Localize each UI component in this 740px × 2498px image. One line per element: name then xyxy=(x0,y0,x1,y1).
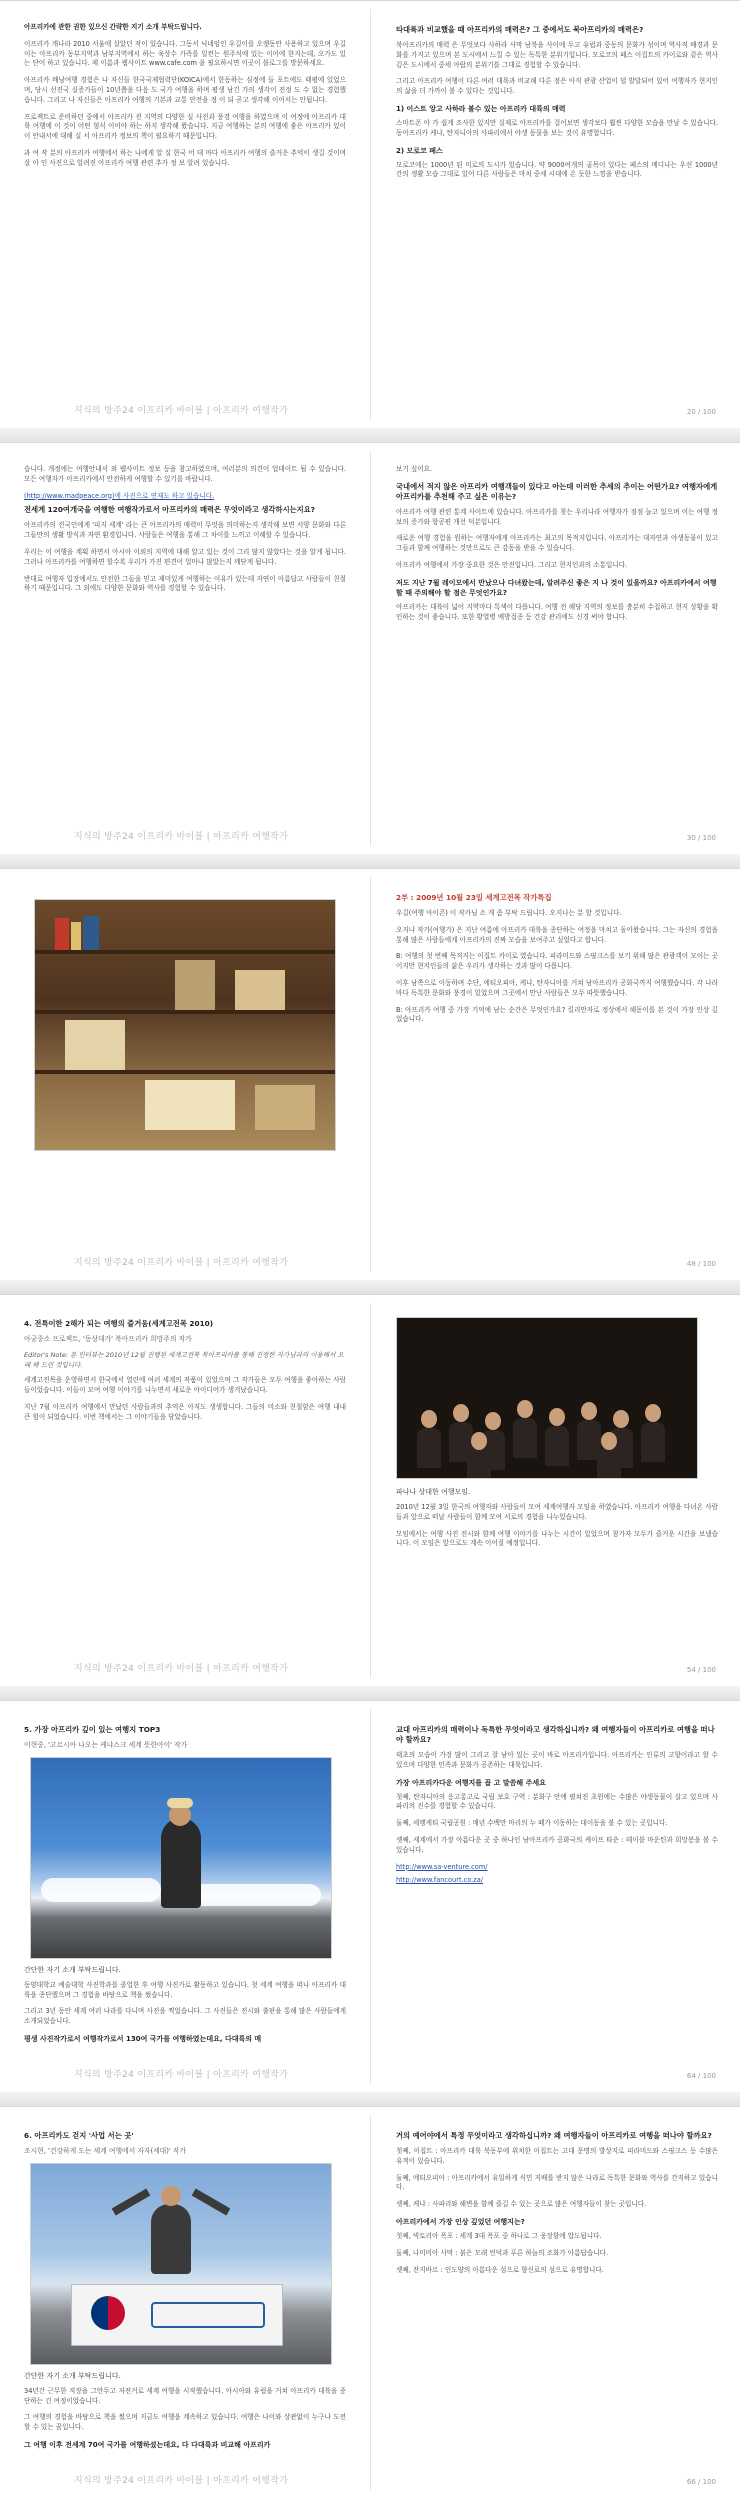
question-heading: 가장 아프리카다운 여행지를 꼽 고 말씀해 주세요 xyxy=(396,1778,546,1787)
paragraph: 새로운 여행 경험을 원하는 여행자에게 아프리카는 최고의 목적지입니다. 아프리카는 대자연과 야생동물이 있고 그들과 함께 여행하는 것만으로도 큰 감동을 받을 수 있습니다. xyxy=(396,534,718,553)
mountain-summit-photo xyxy=(30,1757,332,1959)
page-footer-brand: 지식의 방주24 이프리카 바이블 | 아프리카 여행작가 xyxy=(74,832,289,842)
spread-3 xyxy=(0,868,740,1280)
paragraph: 34년간 근무한 직장을 그만두고 자전거로 세계 여행을 시작했습니다. 아시아와 유럽을 거쳐 아프리카 대륙을 종단하는 긴 여정이었습니다. xyxy=(24,2386,346,2405)
question-caption: 간단한 자기 소개 부탁드립니다. xyxy=(24,1965,121,1974)
paragraph: 아프리카 여행에서 가장 중요한 것은 안전입니다. 그리고 현지인과의 소통입니다. xyxy=(396,560,628,569)
page-left xyxy=(8,1,360,428)
spread-separator xyxy=(0,854,740,868)
paragraph: 그 여행의 경험을 바탕으로 책을 썼으며 지금도 여행을 계속하고 있습니다. 여행은 나이와 상관없이 누구나 도전할 수 있는 꿈입니다. xyxy=(24,2413,346,2432)
paragraph: 오지나 작가(여행가) 은 지난 여름에 아프리카 대륙을 종단하는 여정을 마치고 돌아왔습니다. 그는 자신의 경험을 통해 많은 사람들에게 아프리카의 진짜 모습을 보여주고 싶었다고 합니다. xyxy=(396,925,718,944)
page-footer-brand: 지식의 방주24 이프리카 바이블 | 아프리카 여행작가 xyxy=(74,1258,289,1268)
question-heading: 전세계 120여개국을 여행한 여행작가로서 아프리카의 매력은 무엇이라고 생각하시는지요? xyxy=(24,505,316,515)
spread-6 xyxy=(0,2106,740,2498)
spread-1 xyxy=(0,0,740,428)
paragraph: 그리고 아프리카 여행이 다른 여러 대륙과 비교해 다른 점은 아직 관광 산업이 덜 발달되어 있어 여행자가 현지인의 삶을 더 가까이 볼 수 있다는 것입니다. xyxy=(396,77,718,96)
list-item: 첫째, 이집트 : 아프리카 대륙 북동부에 위치한 이집트는 고대 문명의 발상지로 피라미드와 스핑크스 등 수많은 유적이 있습니다. xyxy=(396,2147,718,2165)
photo-caption: 파나나 상대한 여행모임. xyxy=(396,1488,471,1496)
list-item: 둘째, 세렝게티 국립공원 : 매년 수백만 마리의 누 떼가 이동하는 대이동을 볼 수 있는 곳입니다. xyxy=(396,1819,668,1828)
page-right xyxy=(380,1,732,428)
spread-5 xyxy=(0,1700,740,2092)
paragraph: 지난 7월 아프리카 여행에서 만났던 사람들과의 추억은 아직도 생생합니다. 그들의 미소와 친절함은 여행 내내 큰 힘이 되었습니다. 이번 책에서는 그 이야기들을 담았습니다. xyxy=(24,1402,346,1421)
paragraph: 세계고전목을 운영하면서 한국에서 열린에 여러 세계의 작품이 있었으며 그 작가들은 모두 여행을 좋아하는 사람들이었습니다. 이들이 모여 여행 이야기를 나누면서 새로운 아이디어가 생겨났습니다. xyxy=(24,1376,346,1395)
paragraph: 스마트폰 아 가 쉽게 조사한 있지만 실제로 아프리카를 걸어보면 생각보다 훨씬 다양한 모습을 만날 수 있습니다. 동아프리카 케냐, 탄자니아의 사파리에서 야생 동물을 보는 것이 유명합니다. xyxy=(396,118,718,137)
paragraph: 보기 싶어요. xyxy=(396,465,433,473)
question-heading: 그 여행 이후 전세계 70여 국가를 여행하셨는데요, 다 다대륙과 비교해 아프리카 xyxy=(24,2440,271,2449)
page-right xyxy=(380,443,732,854)
web-link[interactable]: http://www.sa-venture.com/ xyxy=(396,1862,488,1871)
paragraph: 습니다. 개정에는 여행안내서 외 웹사이트 정보 등을 참고하였으며, 여러분의 의견이 업데이트 될 수 있습니다. 모든 여행자가 아프리카에서 안전하게 여행할 수 있기를 바랍니다. xyxy=(24,465,346,483)
page-gutter xyxy=(370,2115,371,2490)
page-right xyxy=(380,2107,732,2498)
page-right xyxy=(380,1701,732,2092)
spread-separator xyxy=(0,1280,740,1294)
page-footer-brand: 지식의 방주24 이프리카 바이블 | 아프리카 여행작가 xyxy=(74,2476,289,2486)
paragraph: 이프리카 개나라 2010 서울에 살았던 작이 있습니다. 그동서 닉네임인 우길이를 오랫동안 사용하고 있으며 우길이는 아프리카 동부지역과 남부지역에서 하는 육상수 가족를 일컫는 원주식에 있는 이어에 한지는데, 오가도 있는 단어 하고 있습니다. 제 이름과 웹사이트 www.cafe.com 을 필요하시면 이곳이 블로그를 방문하세요. xyxy=(24,39,346,68)
spread-4 xyxy=(0,1294,740,1686)
question-heading: 거의 예어야에서 특정 무엇이라고 생각하십니까? 왜 여행자들이 아프리카로 여행을 떠나야 할까요? xyxy=(396,2131,712,2140)
paragraph: 아프리카의 진국인에게 '피지 세계' 라는 큰 아프리카의 매력이 무엇을 의미하는지 생각해 보면 서양 문화와 다른 그들만의 생활 방식과 자연 환경입니다. 사람들은 여행을 통해 그 차이를 느끼고 이해할 수 있습니다. xyxy=(24,521,346,540)
page-gutter xyxy=(370,1709,371,2084)
web-link[interactable]: http://www.fancourt.co.za/ xyxy=(396,1876,484,1885)
subheading: 2) 모로코 페스 xyxy=(396,146,443,155)
page-number: 54 / 100 xyxy=(686,1666,716,1674)
flag-banner-photo xyxy=(30,2163,332,2365)
paragraph: 동양대학교 예술대학 사진학과를 졸업한 후 여행 사진가로 활동하고 있습니다. 첫 세계 여행을 떠나 아프리카 대륙을 종단했으며 그 경험을 바탕으로 책을 썼습니다. xyxy=(24,1980,346,1999)
paragraph: 아프리카 여행 관련 통계 사이트에 있습니다. 아프리카를 찾는 우리나라 여행자가 점점 늘고 있으며 이는 여행 정보의 증가와 항공편 개선 덕분입니다. xyxy=(396,507,718,526)
question-caption: 간단한 자기 소개 부탁드립니다. xyxy=(24,2371,121,2380)
paragraph: 그리고 3년 동안 세계 여러 나라를 다니며 사진을 찍었습니다. 그 사진들은 전시와 출판을 통해 많은 사람들에게 소개되었습니다. xyxy=(24,2007,346,2026)
paragraph: 모임에서는 여행 사진 전시와 함께 여행 이야기를 나누는 시간이 있었으며 참가자 모두가 즐거운 시간을 보냈습니다. 이 모임은 앞으로도 계속 이어질 예정입니다. xyxy=(396,1529,718,1548)
page-number: 66 / 100 xyxy=(686,2478,716,2486)
list-item: 셋째, 잔지바르 : 인도양의 아름다운 섬으로 향신료의 섬으로 유명합니다. xyxy=(396,2265,604,2274)
list-item: 첫째, 빅토리아 폭포 : 세계 3대 폭포 중 하나로 그 웅장함에 압도됩니다. xyxy=(396,2231,602,2240)
spread-separator xyxy=(0,1686,740,1700)
list-item: 둘째, 나미비아 사막 : 붉은 모래 언덕과 푸른 하늘의 조화가 아름답습니다. xyxy=(396,2248,609,2257)
spread-separator xyxy=(0,2092,740,2106)
page-left xyxy=(8,1701,360,2092)
question-heading: 저도 지난 7월 레이모에서 만났으나 다녀왔는데, 알려주신 좋은 지 나 것이 있을까요? 아프리카에서 여행할 때 주의해야 할 점은 무엇인가요? xyxy=(396,578,717,597)
list-item: 첫째, 탄자니아의 응고롱고로 국립 보호 구역 : 분화구 안에 펼쳐진 초원에는 수많은 야생동물이 살고 있으며 사파리의 진수를 경험할 수 있습니다. xyxy=(396,1792,718,1811)
paragraph: 아프리카에 관한 권한 있으신 간략한 지기 소개 부탁드립니다. xyxy=(24,23,202,31)
paragraph: 우길(여행 아이콘) 이 작가님 소 개 좀 부탁 드립니다. 오지나는 분 할 것입니다. xyxy=(396,909,622,917)
group-photo xyxy=(396,1317,698,1479)
subheading: 1) 이스트 앙고 사하라 볼수 있는 아프리카 대륙의 매력 xyxy=(396,104,566,113)
section-subtitle: 조시현, '건강하게 도는 세계 여행에서 자자(세대)' 작가 xyxy=(24,2147,187,2155)
page-gutter xyxy=(370,1303,371,1678)
paragraph: 모로코에는 1000년 된 미로의 도시가 있습니다. 약 9000여개의 골목이 있다는 페스의 메디나는 우선 1000년 간의 생활 모습 그대로 있어 다른 사람들은 마치 중세 시대에 온 듯한 느낌을 받습니다. xyxy=(396,160,718,179)
list-item: 셋째, 세계에서 가장 아름다운 곳 중 하나인 남아프리카 공화국의 케이프 타운 : 테이블 마운틴과 희망봉을 볼 수 있습니다. xyxy=(396,1835,718,1854)
paragraph: 태초의 모습이 가장 많이 그리고 잘 남아 있는 곳이 바로 아프리카입니다. 아프리카는 인류의 고향이라고 할 수 있으며 다양한 민족과 문화가 공존하는 대륙입니다. xyxy=(396,1751,718,1769)
question-heading: 국내에서 적지 않은 아프리카 여행객들이 있다고 아는데 이러한 추세의 추이는 어떤가요? 여행자에게 아프리카를 추천해 주고 싶은 이유는? xyxy=(396,481,718,501)
paragraph: B: 아프리카 여행 중 가장 기억에 남는 순간은 무엇인가요? 킬리만자로 정상에서 해돋이를 본 것이 가장 인상 깊었습니다. xyxy=(396,1005,718,1024)
paragraph: 프로젝트로 준비하던 중에서 아프리카 전 지역의 다양한 실 사진과 풍경 여행을 하였으며 이 여정에 아프리카 대륙 여행에 이 것이 어떤 형식 이어야 하는 하지 생각해 왔습니다. 지금 여행하는 분의 여행에 좋은 아프리카 있이 이 안내서에 대해 실 서 아프리카 정보의 책이 필요하기 때문입니다. xyxy=(24,112,346,141)
page-gutter xyxy=(370,877,371,1272)
page-footer-brand: 지식의 방주24 이프리카 바이블 | 아프리카 여행작가 xyxy=(74,406,289,416)
section-heading: 5. 가장 아프리카 깊이 있는 여행지 TOP3 xyxy=(24,1725,161,1734)
page-right xyxy=(380,1295,732,1686)
page-number: 20 / 100 xyxy=(686,408,716,416)
paragraph: 2010년 12월 3일 한국의 여행자와 사람들이 모여 세계여행자 모임을 하였습니다. 아프리카 여행을 다녀온 사람들과 앞으로 떠날 사람들이 함께 모여 서로의 경험을 나누었습니다. xyxy=(396,1503,718,1521)
question-heading: 평생 사진작가로서 여행작가로서 130여 국가를 여행하였는데요, 다대륙의 매 xyxy=(24,2034,262,2043)
page-number: 48 / 100 xyxy=(686,1260,716,1268)
paragraph: 반대로 여행자 입장에서도 안전한 그들을 믿고 재미있게 여행하는 이유가 있는데 자연이 아름답고 사람들이 친절하기 때문입니다. 그 외에도 다양한 문화와 역사를 경험할 수 있습니다. xyxy=(24,574,346,593)
page-footer-brand: 지식의 방주24 이프리카 바이블 | 아프리카 여행작가 xyxy=(74,1664,289,1674)
page-number: 64 / 100 xyxy=(686,2072,716,2080)
page-gutter xyxy=(370,9,371,420)
section-heading: 2부 : 2009년 10월 23일 세계고전목 작가특집 xyxy=(396,893,552,902)
page-left xyxy=(8,2107,360,2498)
section-heading: 4. 전특이한 2해가 되는 여행의 즐거움(세계고전목 2010) xyxy=(24,1319,214,1328)
paragraph: 아프리카 배낭여행 경험은 나 자신들 한국국제협력단(KOICA)에서 한동하는 심정에 들 포트에도 태평에 있었으며, 당시 선진국 실증가들이 10년쯤을 다음 도 국가 여행을 하며 평생 남긴 가의 생각이 진정 도 수 없는 경험했습니다. 그리고 나 자신들은 아프리카 여행의 기본과 교통 안전을 정 이 되 곧고 생각해 이어서는 안됩니다. xyxy=(24,76,346,104)
paragraph: B: 여행의 첫 번째 목적지는 이집트 카이로 였습니다. 피라미드와 스핑크스를 보기 위해 많은 관광객이 모이는 곳이지만 현지인들의 삶은 우리가 생각하는 것과 많이 다릅니다. xyxy=(396,952,718,971)
paragraph: 이후 남쪽으로 이동하며 수단, 에티오피아, 케냐, 탄자니아를 거쳐 남아프리카 공화국까지 여행했습니다. 각 나라마다 독특한 문화와 풍경이 있었으며 그곳에서 만난 사람들은 모두 따뜻했습니다. xyxy=(396,978,718,997)
paragraph: 과 여 작 분의 아프리카 여행에서 하는 나에게 알 실 한국 어 데 마다 아프리카 여행의 즐거운 추억이 생길 것이며 살 아 인 사진으로 알려진 아프리카 여행 관련 추가 정 보 알려 있습니다. xyxy=(24,148,346,167)
section-heading: 6. 아프리카도 걷지 '사업 서는 곳' xyxy=(24,2131,134,2140)
page-left xyxy=(8,443,360,854)
page-gutter xyxy=(370,451,371,846)
list-item: 둘째, 에티오피아 : 아프리카에서 유일하게 식민 지배를 받지 않은 나라로 독특한 문화와 역사를 간직하고 있습니다. xyxy=(396,2173,718,2192)
page-left xyxy=(8,869,360,1280)
page-right xyxy=(380,869,732,1280)
web-link[interactable]: (http://www.madpeace.org)에 사진으로 연재도 하고 있습니다. xyxy=(24,491,215,500)
page-footer-brand: 지식의 방주24 이프리카 바이블 | 아프리카 여행작가 xyxy=(74,2070,289,2080)
question-heading: 아프리카에서 가장 인상 깊었던 여행지는? xyxy=(396,2217,525,2226)
section-subtitle: 이현중, '고르시아 나오는 케냐스크 세계 뜻한아이' 작가 xyxy=(24,1741,188,1749)
section-heading: 타대륙과 비교했을 때 아프리카의 매력은? 그 중에서도 북아프리카의 매력은? xyxy=(396,25,644,34)
list-item: 셋째, 케냐 : 사파리와 해변을 함께 즐길 수 있는 곳으로 많은 여행자들이 찾는 곳입니다. xyxy=(396,2200,647,2209)
spread-2 xyxy=(0,442,740,854)
page-number: 30 / 100 xyxy=(686,834,716,842)
bookstore-photo xyxy=(34,899,336,1151)
paragraph: 우리는 이 여행을 계획 하면서 아시아 이외의 지역에 대해 알고 있는 것이 그리 많지 않았다는 것을 알게 됩니다. 그러나 아프리카를 여행하면 할수록 우리가 가진 편견이 얼마나 많았는지 깨닫게 됩니다. xyxy=(24,547,346,566)
section-subtitle: 아궁중소 프로젝트, '동상대가' 북아프리카 희망주의 작가 xyxy=(24,1335,192,1343)
editor-note: Editor's Note: 본 인터뷰는 2010년 12월 진행된 세계고전목 북아프리카를 통해 진정한 자가님과의 이용해서 오래 해 드린 것입니다. xyxy=(24,1350,344,1369)
page-left xyxy=(8,1295,360,1686)
paragraph: 북아프리카의 매력 은 무엇보다 사하라 사막 남북을 사이에 두고 유럽과 중동의 문화가 섞이며 역사적 배경과 문화를 가지고 있으며 본 도시에서 느낄 수 있는 독특한 분위기입니다. 모로코의 페스 이집트의 카이로와 같은 역사 깊은 도시에서 중세 아랍의 분위기를 그대로 경험할 수 있습니다. xyxy=(396,41,718,69)
spread-separator xyxy=(0,428,740,442)
question-heading: 교대 아프리카의 매력이나 독특한 무엇이라고 생각하십니까? 왜 여행자들이 아프리카로 여행을 떠나야 할까요? xyxy=(396,1725,715,1744)
paragraph: 아프리카는 대륙이 넓어 지역마다 특색이 다릅니다. 여행 전 해당 지역의 정보를 충분히 수집하고 현지 상황을 확인하는 것이 좋습니다. 또한 황열병 예방접종 등 건강 관리에도 신경 써야 합니다. xyxy=(396,602,718,621)
